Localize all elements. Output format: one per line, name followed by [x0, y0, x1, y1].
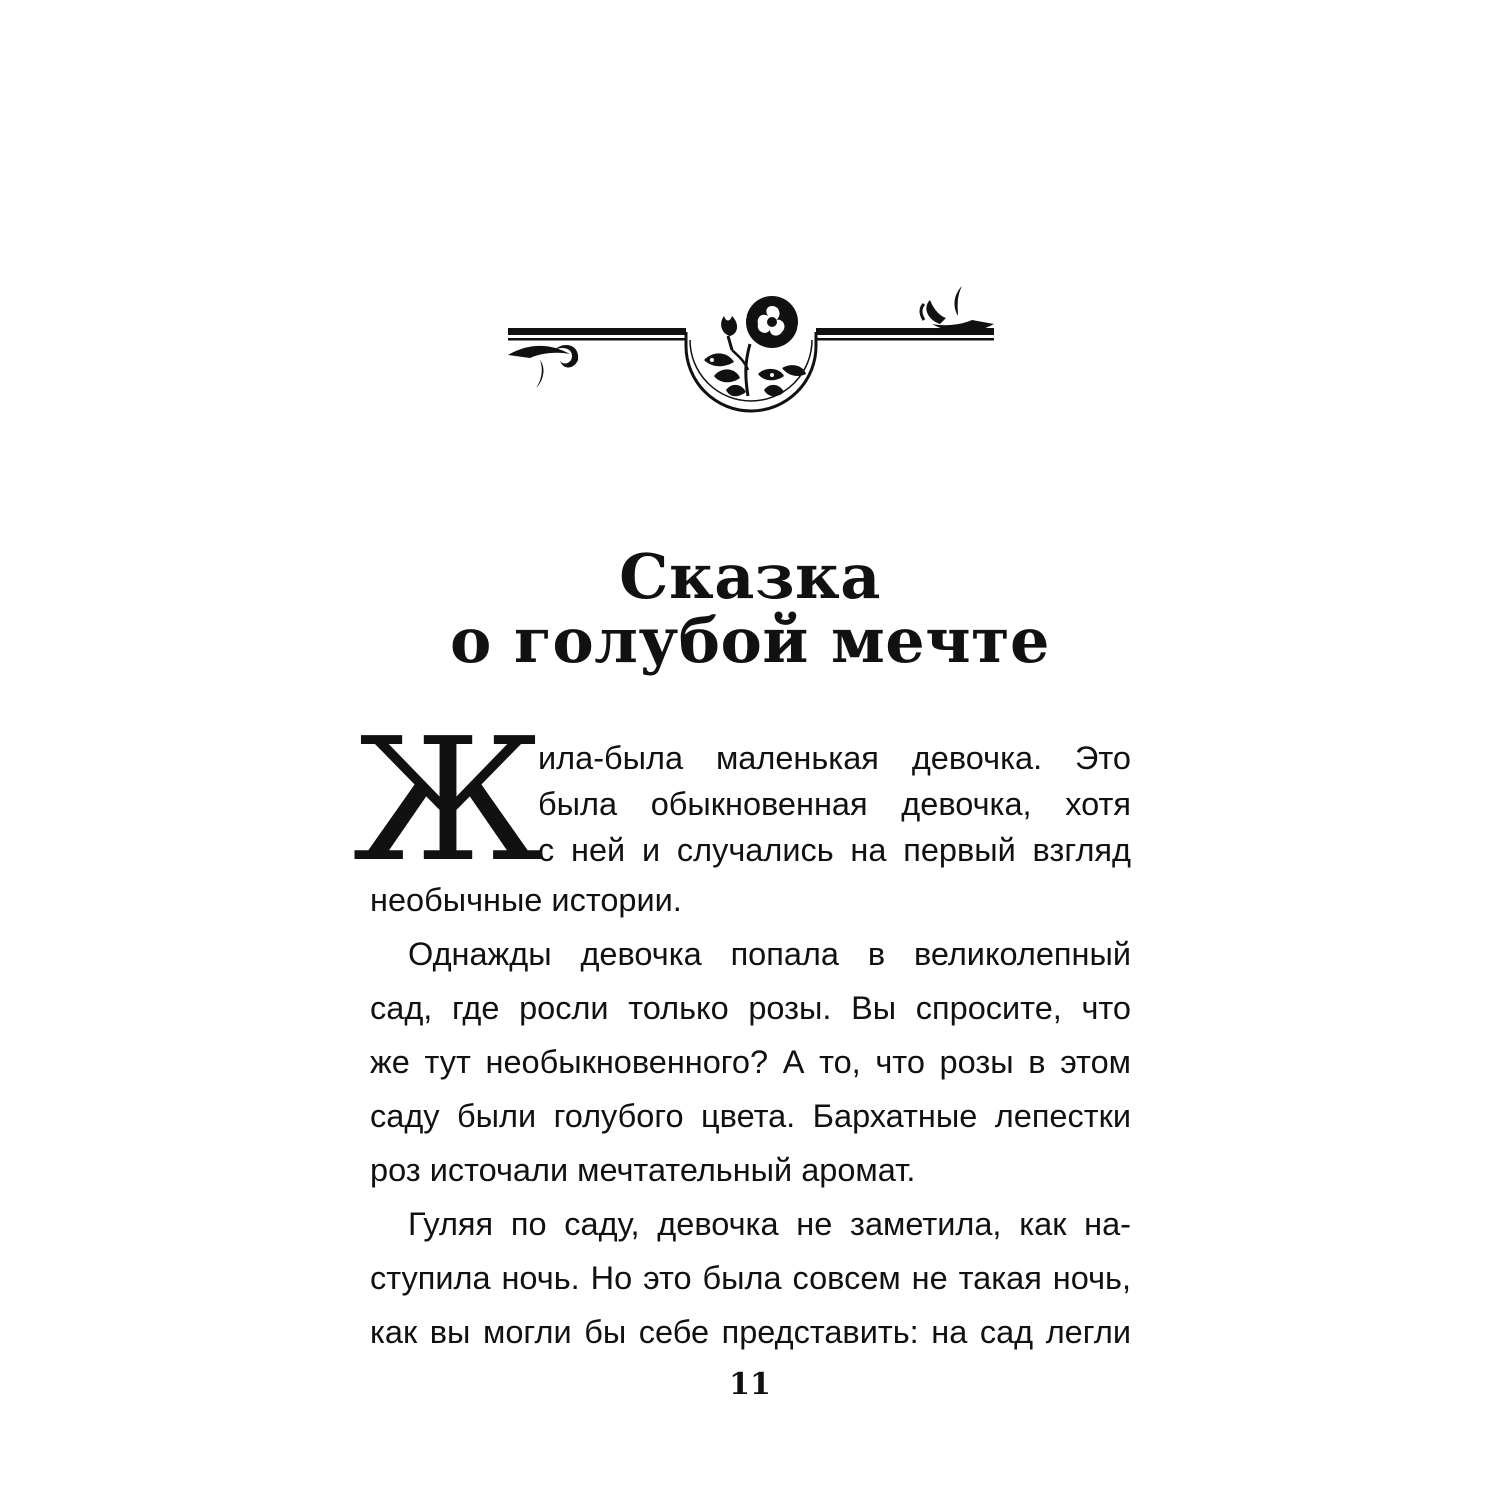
dropcap-letter: Ж — [352, 702, 544, 900]
story-title-line-1: Сказка — [619, 540, 881, 613]
text-line: необычные истории. — [370, 882, 682, 918]
page-number: 11 — [729, 1367, 771, 1402]
text-line: сад, где росли только розы. Вы спросите, что — [370, 990, 1131, 1026]
text-line: как вы могли бы себе представить: на сад легли — [370, 1314, 1131, 1350]
rose-ornament-icon — [500, 280, 1000, 410]
text-line: с ней и случались на первый взгляд — [538, 832, 1131, 868]
text-line: же тут необыкновенного? А то, что розы в этом — [370, 1044, 1131, 1080]
text-line: ступила ночь. Но это была совсем не такая ночь, — [370, 1260, 1131, 1296]
story-title-line-2: о голубой мечте — [449, 604, 1050, 677]
story-title — [0, 540, 1500, 677]
paragraph-1-first-lines — [538, 735, 1131, 873]
text-line: Однажды девочка попала в великолепный — [408, 936, 1131, 972]
text-line: роз источали мечтательный аромат. — [370, 1152, 916, 1188]
text-line: саду были голубого цвета. Бархатные лепестки — [370, 1098, 1131, 1134]
story-text — [352, 702, 1131, 1359]
text-line: Гуляя по саду, девочка не заметила, как на- — [408, 1206, 1131, 1242]
decorative-initial-icon — [352, 702, 544, 900]
text-line: ила-была маленькая девочка. Это — [538, 740, 1131, 776]
text-line: была обыкновенная девочка, хотя — [538, 786, 1131, 822]
